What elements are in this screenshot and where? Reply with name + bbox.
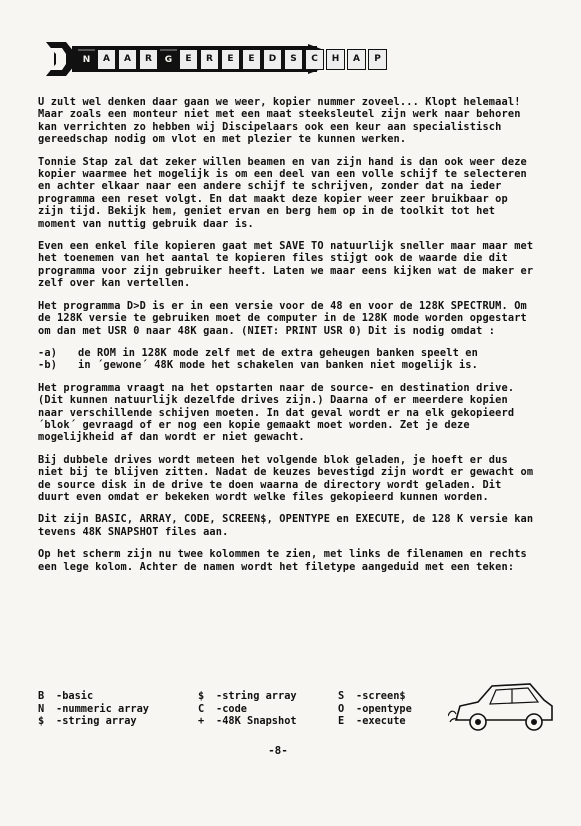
filetype-legend — [38, 690, 458, 728]
legend-key: C — [198, 702, 205, 715]
legend-column — [198, 690, 338, 728]
banner-tile: C — [305, 49, 324, 70]
paragraph: Het programma vraagt na het opstarten naar de source- en destination drive. (Dit kunnen natuurlijk dezelfde drives zijn.) Daarna of er meerdere kopien naar verschillende schijven moeten. In dat geval wordt er na elk gekopieerd ´blok´ gevraagd of er nog een kopie gemaakt moet worden. Zet je deze mogelijkheid af dan wordt er niet gewacht. — [38, 381, 515, 444]
banner-tile: A — [97, 49, 116, 70]
banner-tile: R — [200, 49, 219, 70]
legend-label: -screen$ — [356, 690, 406, 702]
legend-key: + — [198, 715, 205, 728]
car-illustration — [448, 676, 558, 738]
legend-entry — [338, 690, 458, 703]
legend-column — [338, 690, 458, 728]
legend-label: -string array — [56, 715, 137, 728]
legend-entry — [38, 690, 198, 703]
banner-tile: N — [78, 49, 95, 70]
legend-key: O — [338, 702, 345, 715]
banner-tile: E — [242, 49, 261, 70]
banner-tile: S — [284, 49, 303, 70]
legend-entry — [338, 703, 458, 716]
legend-entry — [338, 715, 458, 728]
list-marker: -b) — [38, 359, 58, 372]
banner-tile: R — [139, 49, 158, 70]
page-number: -8- — [268, 744, 288, 757]
paragraph: Het programma D>D is er in een versie voor de 48 en voor de 128K SPECTRUM. Om de 128K versie te gebruiken moet de computer in de 128K mode worden opgestart om dan met USR 0 naar 48K gaan. (NIET: PRINT USR 0) Dit is nodig omdat : — [38, 299, 527, 337]
banner-title — [40, 36, 381, 82]
list-item — [38, 359, 538, 371]
legend-entry — [198, 703, 338, 716]
article-body — [38, 96, 538, 583]
banner-letters — [78, 46, 387, 72]
legend-entry — [198, 690, 338, 703]
banner-tile: E — [179, 49, 198, 70]
banner-tile: P — [368, 49, 387, 70]
legend-entry — [198, 715, 338, 728]
legend-key: $ — [38, 715, 45, 728]
legend-entry — [38, 715, 198, 728]
paragraph: Tonnie Stap zal dat zeker willen beamen en van zijn hand is dan ook weer deze kopier waarmee het mogelijk is om een deel van een volle schijf te selecteren en achter elkaar naar een andere schijf te schrijven, zonder dat na ieder programma een reset volgt. En dat maakt deze kopier weer zeer bruikbaar op zijn tijd. Bekijk hem, geniet ervan en berg hem op in de toolkit tot het moment van nuttig gebruik daar is. — [38, 155, 527, 230]
list-text: in ´gewone´ 48K mode het schakelen van banken niet mogelijk is. — [78, 359, 479, 372]
legend-key: N — [38, 702, 45, 715]
banner-tile: A — [118, 49, 137, 70]
banner-tile: A — [347, 49, 366, 70]
legend-label: -opentype — [356, 702, 412, 715]
paragraph: Dit zijn BASIC, ARRAY, CODE, SCREEN$, OPENTYPE en EXECUTE, de 128 K versie kan tevens 48K SNAPSHOT files aan. — [38, 513, 534, 538]
legend-key: $ — [198, 690, 205, 702]
legend-label: -execute — [356, 715, 406, 728]
paragraph: Even een enkel file kopieren gaat met SAVE TO natuurlijk sneller maar maar met het toenemen van het aantal te kopieren files stijgt ook de waarde die dit programma voor zijn gebruiker heeft. Laten we maar eens kijken wat de maker er zelf over kan vertellen. — [38, 240, 534, 290]
list-item — [38, 347, 538, 359]
legend-label: -string array — [216, 690, 297, 702]
paragraph: Bij dubbele drives wordt meteen het volgende blok geladen, je hoeft er dus niet bij te blijven zitten. Nadat de keuzes bevestigd zijn wordt er gewacht om de source disk in de drive te doen waarna de directory wordt geladen. Dit duurt even omdat er bekeken wordt welke files gekopieerd kunnen worden. — [38, 453, 534, 503]
legend-label: -nummeric array — [56, 702, 149, 715]
legend-label: -48K Snapshot — [216, 715, 297, 728]
legend-column — [38, 690, 198, 728]
legend-key: E — [338, 715, 345, 728]
legend-entry — [38, 703, 198, 716]
banner-tile: G — [160, 49, 177, 70]
legend-label: -basic — [56, 690, 94, 702]
banner-tile: H — [326, 49, 345, 70]
paragraph: U zult wel denken daar gaan we weer, kopier nummer zoveel... Klopt helemaal! Maar zoals een monteur niet met een maat steeksleutel zijn werk naar behoren kan verrichten zo hebben wij Discipelaars ook een keur aan specialistisch gereedschap nodig om vlot en met plezier te kunnen werken. — [38, 96, 521, 146]
banner-tile: D — [263, 49, 282, 70]
legend-key: B — [38, 690, 45, 702]
list-marker: -a) — [38, 346, 58, 359]
list-text: de ROM in 128K mode zelf met de extra geheugen banken speelt en — [78, 346, 479, 359]
legend-key: S — [338, 690, 345, 702]
legend-label: -code — [216, 702, 247, 715]
paragraph: Op het scherm zijn nu twee kolommen te zien, met links de filenamen en rechts een lege kolom. Achter de namen wordt het filetype aangeduid met een teken: — [38, 548, 527, 573]
condition-list — [38, 347, 538, 372]
banner-tile: E — [221, 49, 240, 70]
